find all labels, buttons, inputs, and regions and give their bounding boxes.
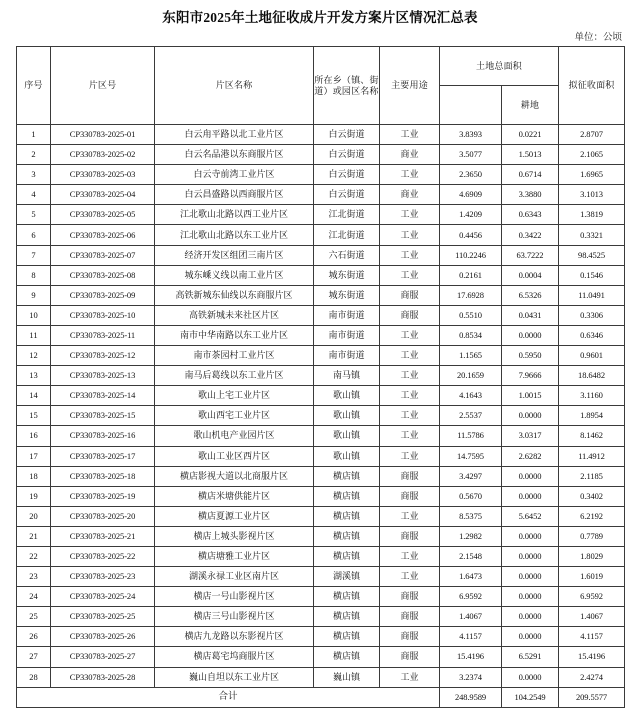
cell-acquisition: 8.1462 xyxy=(559,426,625,446)
cell-use: 工业 xyxy=(380,346,440,366)
cell-township: 城东街道 xyxy=(314,285,380,305)
cell-use: 工业 xyxy=(380,205,440,225)
cell-name: 歌山机电产业园片区 xyxy=(155,426,314,446)
col-header-acquisition: 拟征收面积 xyxy=(559,47,625,125)
cell-farmland: 0.0000 xyxy=(502,466,559,486)
cell-farmland: 1.5013 xyxy=(502,145,559,165)
cell-land-total: 8.5375 xyxy=(440,506,502,526)
cell-name: 湖溪永禄工业区南片区 xyxy=(155,567,314,587)
table-row xyxy=(17,647,625,667)
cell-acquisition: 1.8954 xyxy=(559,406,625,426)
cell-acquisition: 2.1185 xyxy=(559,466,625,486)
cell-index: 15 xyxy=(17,406,51,426)
cell-code: CP330783-2025-17 xyxy=(51,446,155,466)
cell-code: CP330783-2025-12 xyxy=(51,346,155,366)
cell-township: 南市街道 xyxy=(314,346,380,366)
cell-index: 17 xyxy=(17,446,51,466)
cell-use: 工业 xyxy=(380,366,440,386)
cell-use: 商服 xyxy=(380,305,440,325)
cell-use: 工业 xyxy=(380,165,440,185)
table-row xyxy=(17,245,625,265)
cell-use: 工业 xyxy=(380,667,440,687)
cell-code: CP330783-2025-10 xyxy=(51,305,155,325)
cell-code: CP330783-2025-26 xyxy=(51,627,155,647)
cell-code: CP330783-2025-18 xyxy=(51,466,155,486)
table-row xyxy=(17,145,625,165)
col-header-code: 片区号 xyxy=(51,47,155,125)
cell-township: 南马镇 xyxy=(314,366,380,386)
cell-name: 城东嵊义线以南工业片区 xyxy=(155,265,314,285)
cell-land-total: 4.1643 xyxy=(440,386,502,406)
cell-use: 工业 xyxy=(380,245,440,265)
cell-code: CP330783-2025-20 xyxy=(51,506,155,526)
unit-note: 单位：公顷 xyxy=(574,33,622,43)
header-row-main xyxy=(17,47,625,86)
cell-acquisition: 0.6346 xyxy=(559,325,625,345)
cell-land-total: 3.4297 xyxy=(440,466,502,486)
table-row xyxy=(17,125,625,145)
cell-farmland: 0.0000 xyxy=(502,567,559,587)
cell-township: 歌山镇 xyxy=(314,406,380,426)
cell-township: 城东街道 xyxy=(314,265,380,285)
cell-code: CP330783-2025-25 xyxy=(51,607,155,627)
cell-index: 11 xyxy=(17,325,51,345)
table-row xyxy=(17,506,625,526)
cell-farmland: 0.0000 xyxy=(502,546,559,566)
table-row xyxy=(17,587,625,607)
cell-code: CP330783-2025-24 xyxy=(51,587,155,607)
cell-land-total: 0.4456 xyxy=(440,225,502,245)
cell-township: 横店镇 xyxy=(314,486,380,506)
cell-index: 19 xyxy=(17,486,51,506)
cell-acquisition: 1.6019 xyxy=(559,567,625,587)
cell-index: 24 xyxy=(17,587,51,607)
total-land-total: 248.9589 xyxy=(440,687,502,707)
cell-farmland: 0.5950 xyxy=(502,346,559,366)
cell-name: 高铁新城东仙线以东商服片区 xyxy=(155,285,314,305)
cell-name: 白云甪平路以北工业片区 xyxy=(155,125,314,145)
cell-use: 商服 xyxy=(380,466,440,486)
cell-index: 25 xyxy=(17,607,51,627)
cell-farmland: 6.5326 xyxy=(502,285,559,305)
cell-farmland: 0.0004 xyxy=(502,265,559,285)
cell-acquisition: 0.3306 xyxy=(559,305,625,325)
cell-farmland: 0.3422 xyxy=(502,225,559,245)
cell-name: 横店一号山影视片区 xyxy=(155,587,314,607)
cell-land-total: 4.1157 xyxy=(440,627,502,647)
table-row xyxy=(17,205,625,225)
table-row xyxy=(17,285,625,305)
document-page xyxy=(0,9,640,702)
cell-acquisition: 98.4525 xyxy=(559,245,625,265)
cell-use: 商服 xyxy=(380,526,440,546)
cell-land-total: 15.4196 xyxy=(440,647,502,667)
total-acquisition: 209.5577 xyxy=(559,687,625,707)
cell-land-total: 2.3650 xyxy=(440,165,502,185)
cell-index: 28 xyxy=(17,667,51,687)
table-row xyxy=(17,446,625,466)
cell-land-total: 6.9592 xyxy=(440,587,502,607)
cell-use: 工业 xyxy=(380,506,440,526)
col-header-land-total-group: 土地总面积 xyxy=(440,47,559,86)
cell-farmland: 1.0015 xyxy=(502,386,559,406)
cell-land-total: 2.5537 xyxy=(440,406,502,426)
col-header-name: 片区名称 xyxy=(155,47,314,125)
cell-index: 6 xyxy=(17,225,51,245)
cell-township: 白云街道 xyxy=(314,185,380,205)
cell-name: 巍山自坦以东工业片区 xyxy=(155,667,314,687)
cell-township: 六石街道 xyxy=(314,245,380,265)
cell-name: 高铁新城未来社区片区 xyxy=(155,305,314,325)
cell-use: 工业 xyxy=(380,386,440,406)
cell-township: 江北街道 xyxy=(314,225,380,245)
table-row xyxy=(17,185,625,205)
cell-land-total: 0.8534 xyxy=(440,325,502,345)
cell-name: 江北歌山北路以西工业片区 xyxy=(155,205,314,225)
table-row xyxy=(17,486,625,506)
table-row xyxy=(17,406,625,426)
cell-farmland: 5.6452 xyxy=(502,506,559,526)
cell-township: 横店镇 xyxy=(314,546,380,566)
cell-index: 27 xyxy=(17,647,51,667)
cell-index: 26 xyxy=(17,627,51,647)
cell-index: 18 xyxy=(17,466,51,486)
cell-use: 工业 xyxy=(380,426,440,446)
cell-township: 巍山镇 xyxy=(314,667,380,687)
cell-township: 白云街道 xyxy=(314,165,380,185)
cell-name: 白云昌盛路以西商服片区 xyxy=(155,185,314,205)
cell-code: CP330783-2025-14 xyxy=(51,386,155,406)
cell-use: 商服 xyxy=(380,587,440,607)
table-row xyxy=(17,366,625,386)
cell-name: 歌山西宅工业片区 xyxy=(155,406,314,426)
cell-township: 江北街道 xyxy=(314,205,380,225)
cell-index: 9 xyxy=(17,285,51,305)
cell-name: 白云寺前湾工业片区 xyxy=(155,165,314,185)
cell-code: CP330783-2025-27 xyxy=(51,647,155,667)
cell-acquisition: 2.1065 xyxy=(559,145,625,165)
cell-index: 23 xyxy=(17,567,51,587)
cell-name: 横店葛宅坞商服片区 xyxy=(155,647,314,667)
cell-land-total: 14.7595 xyxy=(440,446,502,466)
cell-name: 横店九龙路以东影视片区 xyxy=(155,627,314,647)
cell-use: 商业 xyxy=(380,185,440,205)
cell-index: 10 xyxy=(17,305,51,325)
cell-land-total: 1.1565 xyxy=(440,346,502,366)
cell-use: 工业 xyxy=(380,265,440,285)
cell-name: 横店夏源工业片区 xyxy=(155,506,314,526)
cell-acquisition: 6.9592 xyxy=(559,587,625,607)
cell-land-total: 1.4209 xyxy=(440,205,502,225)
table-header xyxy=(17,47,625,125)
cell-code: CP330783-2025-23 xyxy=(51,567,155,587)
cell-farmland: 0.0000 xyxy=(502,526,559,546)
cell-farmland: 0.0431 xyxy=(502,305,559,325)
summary-table xyxy=(16,46,625,708)
cell-farmland: 0.0000 xyxy=(502,627,559,647)
cell-code: CP330783-2025-22 xyxy=(51,546,155,566)
cell-index: 20 xyxy=(17,506,51,526)
cell-name: 南市茶园村工业片区 xyxy=(155,346,314,366)
cell-index: 4 xyxy=(17,185,51,205)
cell-township: 横店镇 xyxy=(314,647,380,667)
col-header-land-total-blank xyxy=(440,86,502,125)
cell-acquisition: 2.8707 xyxy=(559,125,625,145)
cell-code: CP330783-2025-07 xyxy=(51,245,155,265)
table-row xyxy=(17,667,625,687)
cell-land-total: 11.5786 xyxy=(440,426,502,446)
cell-land-total: 1.6473 xyxy=(440,567,502,587)
table-container xyxy=(16,46,624,708)
cell-index: 7 xyxy=(17,245,51,265)
cell-name: 横店三号山影视片区 xyxy=(155,607,314,627)
table-row xyxy=(17,265,625,285)
cell-name: 歌山上宅工业片区 xyxy=(155,386,314,406)
cell-land-total: 3.2374 xyxy=(440,667,502,687)
total-farmland: 104.2549 xyxy=(502,687,559,707)
table-row xyxy=(17,386,625,406)
cell-land-total: 0.5670 xyxy=(440,486,502,506)
cell-township: 歌山镇 xyxy=(314,426,380,446)
cell-index: 1 xyxy=(17,125,51,145)
cell-use: 工业 xyxy=(380,325,440,345)
cell-acquisition: 11.0491 xyxy=(559,285,625,305)
cell-acquisition: 4.1157 xyxy=(559,627,625,647)
cell-land-total: 4.6909 xyxy=(440,185,502,205)
cell-code: CP330783-2025-03 xyxy=(51,165,155,185)
cell-name: 歌山工业区西片区 xyxy=(155,446,314,466)
cell-farmland: 63.7222 xyxy=(502,245,559,265)
cell-code: CP330783-2025-15 xyxy=(51,406,155,426)
cell-name: 横店影视大道以北商服片区 xyxy=(155,466,314,486)
cell-code: CP330783-2025-06 xyxy=(51,225,155,245)
cell-index: 16 xyxy=(17,426,51,446)
cell-use: 商服 xyxy=(380,486,440,506)
cell-use: 商业 xyxy=(380,145,440,165)
col-header-township-line1: 所在乡（镇、街 xyxy=(314,74,379,85)
table-total-row xyxy=(17,687,625,707)
col-header-township-line2: 道）或园区名称 xyxy=(314,85,379,96)
cell-land-total: 0.5510 xyxy=(440,305,502,325)
table-row xyxy=(17,567,625,587)
cell-township: 横店镇 xyxy=(314,627,380,647)
cell-index: 14 xyxy=(17,386,51,406)
cell-index: 21 xyxy=(17,526,51,546)
cell-name: 经济开发区组团三南片区 xyxy=(155,245,314,265)
cell-acquisition: 0.3321 xyxy=(559,225,625,245)
cell-farmland: 0.0000 xyxy=(502,325,559,345)
cell-code: CP330783-2025-11 xyxy=(51,325,155,345)
cell-land-total: 20.1659 xyxy=(440,366,502,386)
cell-acquisition: 1.8029 xyxy=(559,546,625,566)
cell-acquisition: 3.1160 xyxy=(559,386,625,406)
table-row xyxy=(17,466,625,486)
table-row xyxy=(17,225,625,245)
cell-use: 商服 xyxy=(380,285,440,305)
page-title: 东阳市2025年土地征收成片开发方案片区情况汇总表 xyxy=(162,10,478,25)
cell-acquisition: 18.6482 xyxy=(559,366,625,386)
table-row xyxy=(17,426,625,446)
cell-land-total: 17.6928 xyxy=(440,285,502,305)
cell-name: 江北歌山北路以东工业片区 xyxy=(155,225,314,245)
cell-code: CP330783-2025-02 xyxy=(51,145,155,165)
cell-acquisition: 0.9601 xyxy=(559,346,625,366)
cell-use: 商服 xyxy=(380,647,440,667)
cell-acquisition: 15.4196 xyxy=(559,647,625,667)
cell-township: 横店镇 xyxy=(314,587,380,607)
col-header-farmland: 耕地 xyxy=(502,86,559,125)
cell-township: 横店镇 xyxy=(314,526,380,546)
table-row xyxy=(17,526,625,546)
cell-index: 8 xyxy=(17,265,51,285)
cell-name: 南马后葛线以东工业片区 xyxy=(155,366,314,386)
table-row xyxy=(17,165,625,185)
cell-use: 工业 xyxy=(380,546,440,566)
table-row xyxy=(17,346,625,366)
cell-acquisition: 0.3402 xyxy=(559,486,625,506)
cell-index: 2 xyxy=(17,145,51,165)
col-header-township xyxy=(314,47,380,125)
table-row xyxy=(17,627,625,647)
cell-code: CP330783-2025-05 xyxy=(51,205,155,225)
cell-farmland: 0.0000 xyxy=(502,667,559,687)
cell-code: CP330783-2025-01 xyxy=(51,125,155,145)
cell-name: 南市中华南路以东工业片区 xyxy=(155,325,314,345)
cell-township: 横店镇 xyxy=(314,506,380,526)
cell-farmland: 0.0000 xyxy=(502,607,559,627)
cell-farmland: 6.5291 xyxy=(502,647,559,667)
table-body xyxy=(17,125,625,708)
table-row xyxy=(17,305,625,325)
col-header-use: 主要用途 xyxy=(380,47,440,125)
cell-township: 横店镇 xyxy=(314,607,380,627)
table-row xyxy=(17,325,625,345)
cell-code: CP330783-2025-16 xyxy=(51,426,155,446)
cell-township: 歌山镇 xyxy=(314,386,380,406)
cell-farmland: 0.6714 xyxy=(502,165,559,185)
cell-land-total: 2.1548 xyxy=(440,546,502,566)
cell-farmland: 0.0221 xyxy=(502,125,559,145)
cell-acquisition: 1.3819 xyxy=(559,205,625,225)
cell-farmland: 0.0000 xyxy=(502,406,559,426)
cell-land-total: 1.4067 xyxy=(440,607,502,627)
cell-township: 白云街道 xyxy=(314,145,380,165)
table-row xyxy=(17,607,625,627)
cell-code: CP330783-2025-19 xyxy=(51,486,155,506)
cell-township: 歌山镇 xyxy=(314,446,380,466)
cell-farmland: 0.0000 xyxy=(502,486,559,506)
cell-land-total: 0.2161 xyxy=(440,265,502,285)
cell-acquisition: 2.4274 xyxy=(559,667,625,687)
cell-code: CP330783-2025-04 xyxy=(51,185,155,205)
cell-farmland: 3.0317 xyxy=(502,426,559,446)
table-row xyxy=(17,546,625,566)
col-header-index: 序号 xyxy=(17,47,51,125)
cell-name: 横店塘雅工业片区 xyxy=(155,546,314,566)
cell-index: 22 xyxy=(17,546,51,566)
cell-township: 湖溪镇 xyxy=(314,567,380,587)
cell-acquisition: 1.4067 xyxy=(559,607,625,627)
cell-index: 3 xyxy=(17,165,51,185)
cell-use: 商服 xyxy=(380,607,440,627)
cell-index: 13 xyxy=(17,366,51,386)
cell-farmland: 7.9666 xyxy=(502,366,559,386)
cell-land-total: 3.5077 xyxy=(440,145,502,165)
cell-acquisition: 3.1013 xyxy=(559,185,625,205)
cell-use: 工业 xyxy=(380,225,440,245)
cell-code: CP330783-2025-28 xyxy=(51,667,155,687)
cell-code: CP330783-2025-09 xyxy=(51,285,155,305)
cell-farmland: 3.3880 xyxy=(502,185,559,205)
cell-name: 白云名品港以东商服片区 xyxy=(155,145,314,165)
cell-acquisition: 0.1546 xyxy=(559,265,625,285)
cell-acquisition: 1.6965 xyxy=(559,165,625,185)
cell-acquisition: 6.2192 xyxy=(559,506,625,526)
cell-township: 白云街道 xyxy=(314,125,380,145)
cell-land-total: 3.8393 xyxy=(440,125,502,145)
cell-acquisition: 11.4912 xyxy=(559,446,625,466)
cell-name: 横店上城头影视片区 xyxy=(155,526,314,546)
cell-code: CP330783-2025-08 xyxy=(51,265,155,285)
cell-township: 横店镇 xyxy=(314,466,380,486)
cell-acquisition: 0.7789 xyxy=(559,526,625,546)
cell-farmland: 0.0000 xyxy=(502,587,559,607)
cell-use: 工业 xyxy=(380,567,440,587)
cell-use: 工业 xyxy=(380,446,440,466)
cell-farmland: 0.6343 xyxy=(502,205,559,225)
cell-code: CP330783-2025-13 xyxy=(51,366,155,386)
cell-use: 工业 xyxy=(380,125,440,145)
cell-land-total: 1.2982 xyxy=(440,526,502,546)
cell-land-total: 110.2246 xyxy=(440,245,502,265)
cell-township: 南市街道 xyxy=(314,325,380,345)
cell-township: 南市街道 xyxy=(314,305,380,325)
cell-use: 工业 xyxy=(380,406,440,426)
cell-index: 5 xyxy=(17,205,51,225)
cell-use: 商服 xyxy=(380,627,440,647)
cell-index: 12 xyxy=(17,346,51,366)
total-label: 合计 xyxy=(17,687,440,707)
cell-code: CP330783-2025-21 xyxy=(51,526,155,546)
cell-farmland: 2.6282 xyxy=(502,446,559,466)
cell-name: 横店米塘供能片区 xyxy=(155,486,314,506)
